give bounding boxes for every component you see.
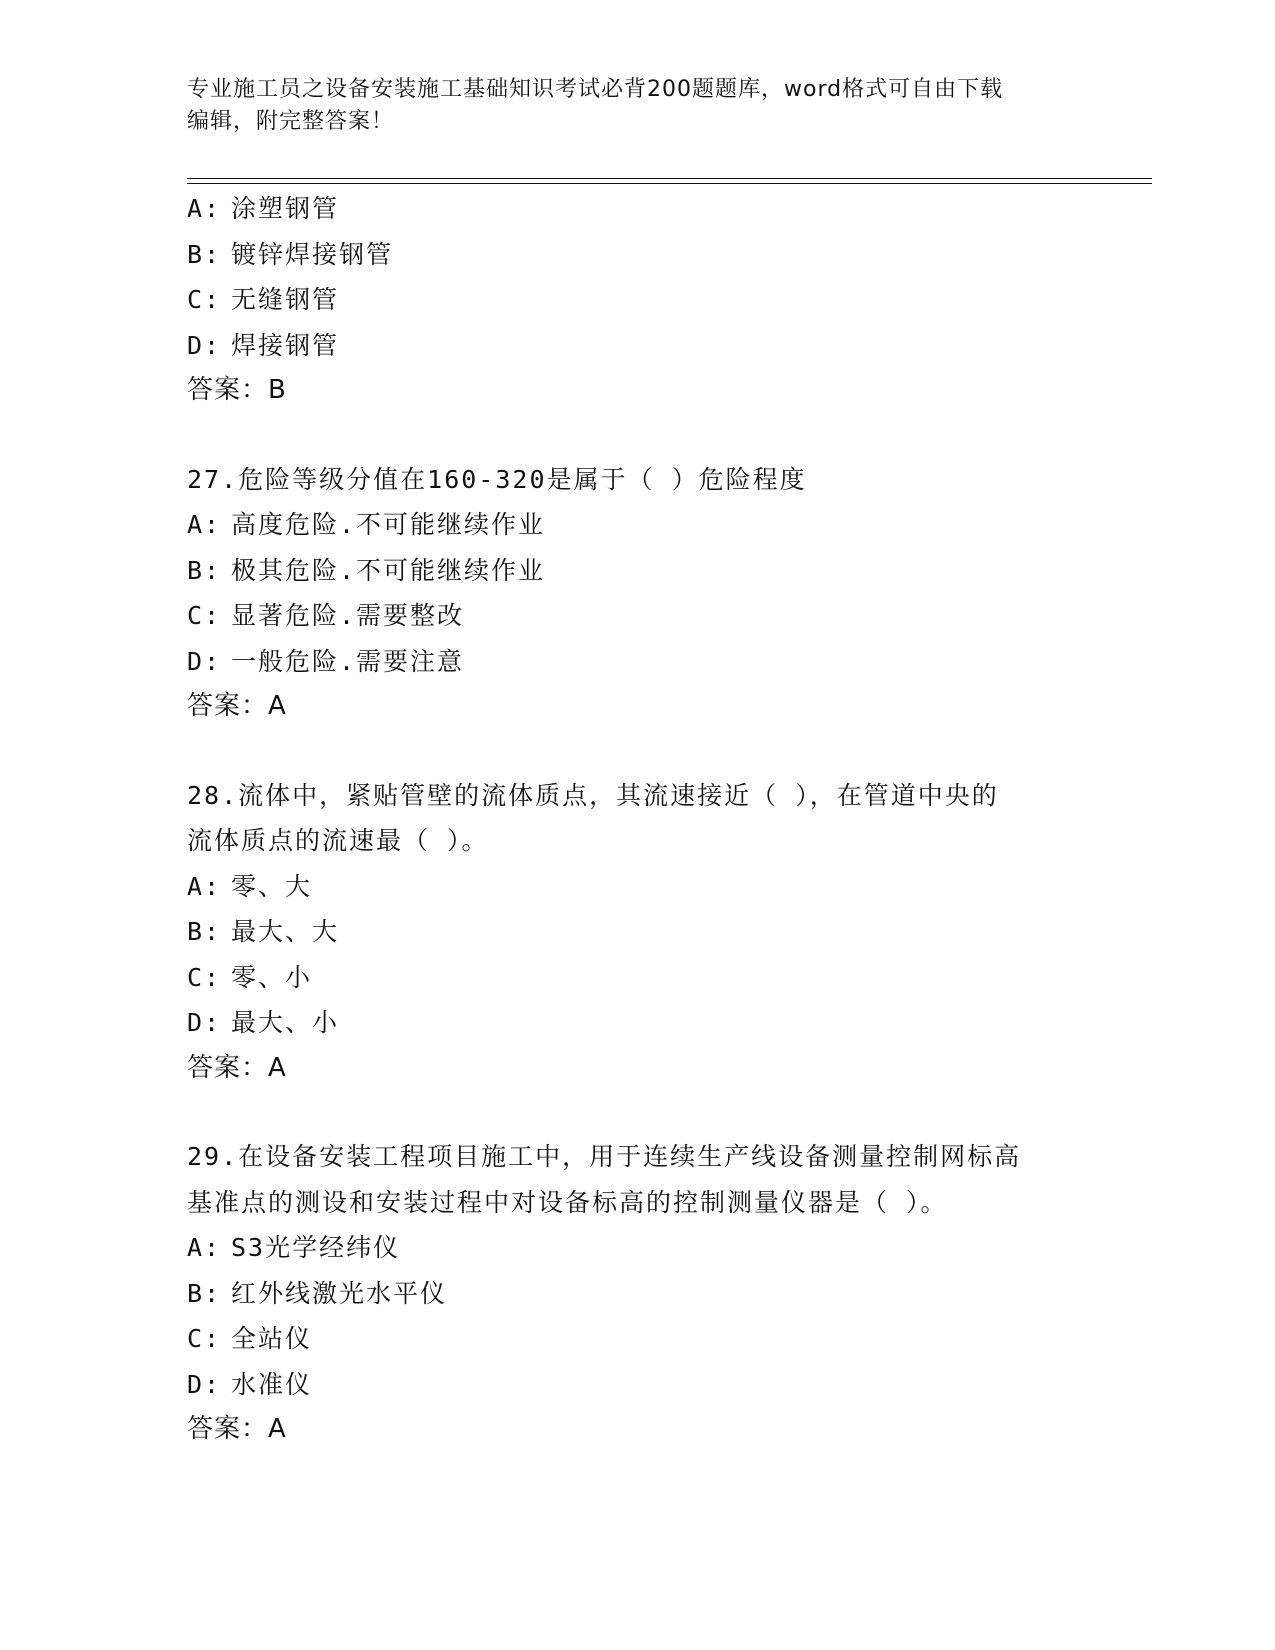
question-26-block (187, 186, 1117, 414)
option-b: B: 极其危险.不可能继续作业 (187, 555, 546, 585)
answer-28: 答案：A (187, 1052, 287, 1083)
option-b: B: 红外线激光水平仪 (187, 1278, 448, 1308)
option-d: D: 一般危险.需要注意 (187, 646, 465, 676)
option-d: D: 水准仪 (187, 1369, 313, 1399)
option-a: A: S3光学经纬仪 (187, 1233, 401, 1262)
option-c: C: 无缝钢管 (187, 285, 340, 314)
answer-26: 答案：B (187, 375, 287, 405)
spacer (187, 730, 1117, 773)
option-b: B: 镀锌焊接钢管 (187, 239, 394, 269)
header-divider-top (187, 178, 1152, 179)
question-27-text: 27.危险等级分值在160-320是属于（ ）危险程度 (187, 464, 807, 494)
question-28-text-line1: 28.流体中，紧贴管壁的流体质点，其流速接近（ ），在管道中央的 (187, 780, 999, 810)
option-c: C: 全站仪 (187, 1324, 313, 1353)
document-header (187, 74, 1087, 138)
option-b: B: 最大、大 (187, 917, 340, 946)
question-28-block (187, 773, 1117, 1092)
question-29-block (187, 1134, 1117, 1453)
spacer (187, 414, 1117, 457)
option-d: D: 焊接钢管 (187, 330, 340, 360)
option-a: A: 涂塑钢管 (187, 194, 340, 223)
header-title-line1: 专业施工员之设备安装施工基础知识考试必背200题题库，word格式可自由下载 (187, 77, 1004, 102)
question-list (187, 186, 1117, 1453)
answer-27: 答案：A (187, 691, 287, 721)
spacer (187, 1091, 1117, 1134)
question-29-text-line1: 29.在设备安装工程项目施工中，用于连续生产线设备测量控制网标高 (187, 1142, 1022, 1171)
answer-29: 答案：A (187, 1414, 287, 1444)
option-c: C: 零、小 (187, 962, 313, 992)
option-c: C: 显著危险.需要整改 (187, 601, 465, 630)
option-a: A: 高度危险.不可能继续作业 (187, 510, 546, 539)
header-title-line2: 编辑，附完整答案！ (187, 109, 395, 134)
question-27-block (187, 457, 1117, 730)
header-divider-bottom (187, 183, 1152, 184)
option-a: A: 零、大 (187, 871, 313, 901)
question-28-text-line2: 流体质点的流速最（ ）。 (187, 826, 489, 855)
question-29-text-line2: 基准点的测设和安装过程中对设备标高的控制测量仪器是（ ）。 (187, 1187, 948, 1217)
option-d: D: 最大、小 (187, 1008, 340, 1037)
